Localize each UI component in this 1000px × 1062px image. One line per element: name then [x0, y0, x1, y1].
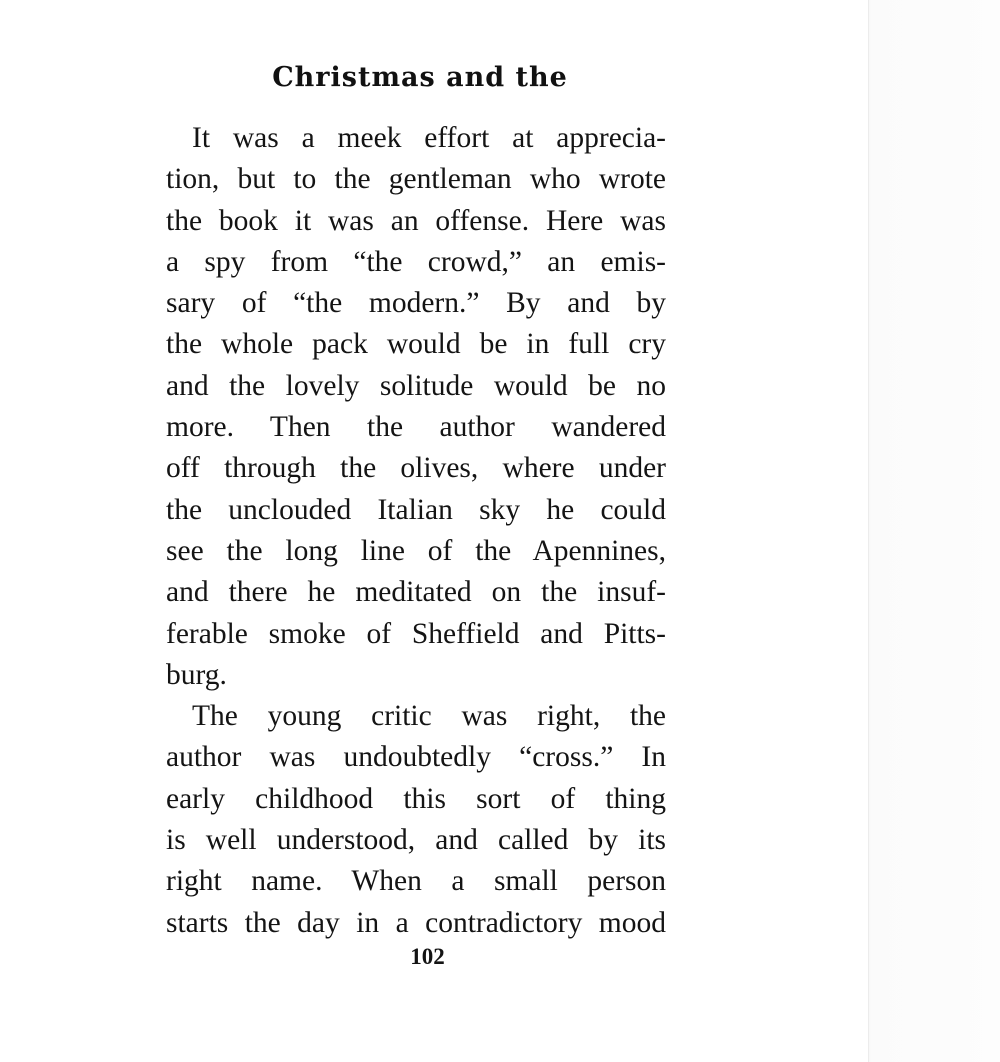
text-line: is well understood, and called by its [166, 824, 666, 857]
paragraph [166, 118, 666, 696]
text-line: the book it was an offense. Here was [166, 204, 666, 237]
text-line: and the lovely solitude would be no [166, 369, 666, 402]
body-text [166, 118, 666, 944]
paragraph [166, 696, 666, 944]
text-line: tion, but to the gentleman who wrote [166, 163, 666, 196]
text-line: sary of “the modern.” By and by [166, 287, 666, 320]
text-line: The young critic was right, the [192, 700, 666, 733]
text-line: author was undoubtedly “cross.” In [166, 741, 666, 774]
text-line: see the long line of the Apennines, [166, 534, 666, 567]
text-line: the whole pack would be in full cry [166, 328, 666, 361]
text-line: It was a meek effort at apprecia- [192, 122, 666, 154]
text-line: right name. When a small person [166, 865, 666, 898]
text-line: and there he meditated on the insuf- [166, 576, 666, 609]
text-line: ferable smoke of Sheffield and Pitts- [166, 617, 666, 650]
text-line: more. Then the author wandered [166, 411, 666, 444]
text-line: burg. [166, 658, 227, 691]
text-line: early childhood this sort of thing [166, 782, 666, 815]
running-head: Christmas and the [272, 62, 568, 93]
page-number: 102 [410, 944, 445, 969]
page-edge [868, 0, 1000, 1062]
text-line: off through the olives, where under [166, 452, 666, 485]
text-line: starts the day in a contradictory mood [166, 906, 666, 939]
text-line: the unclouded Italian sky he could [166, 493, 666, 526]
text-line: a spy from “the crowd,” an emis- [166, 245, 666, 278]
